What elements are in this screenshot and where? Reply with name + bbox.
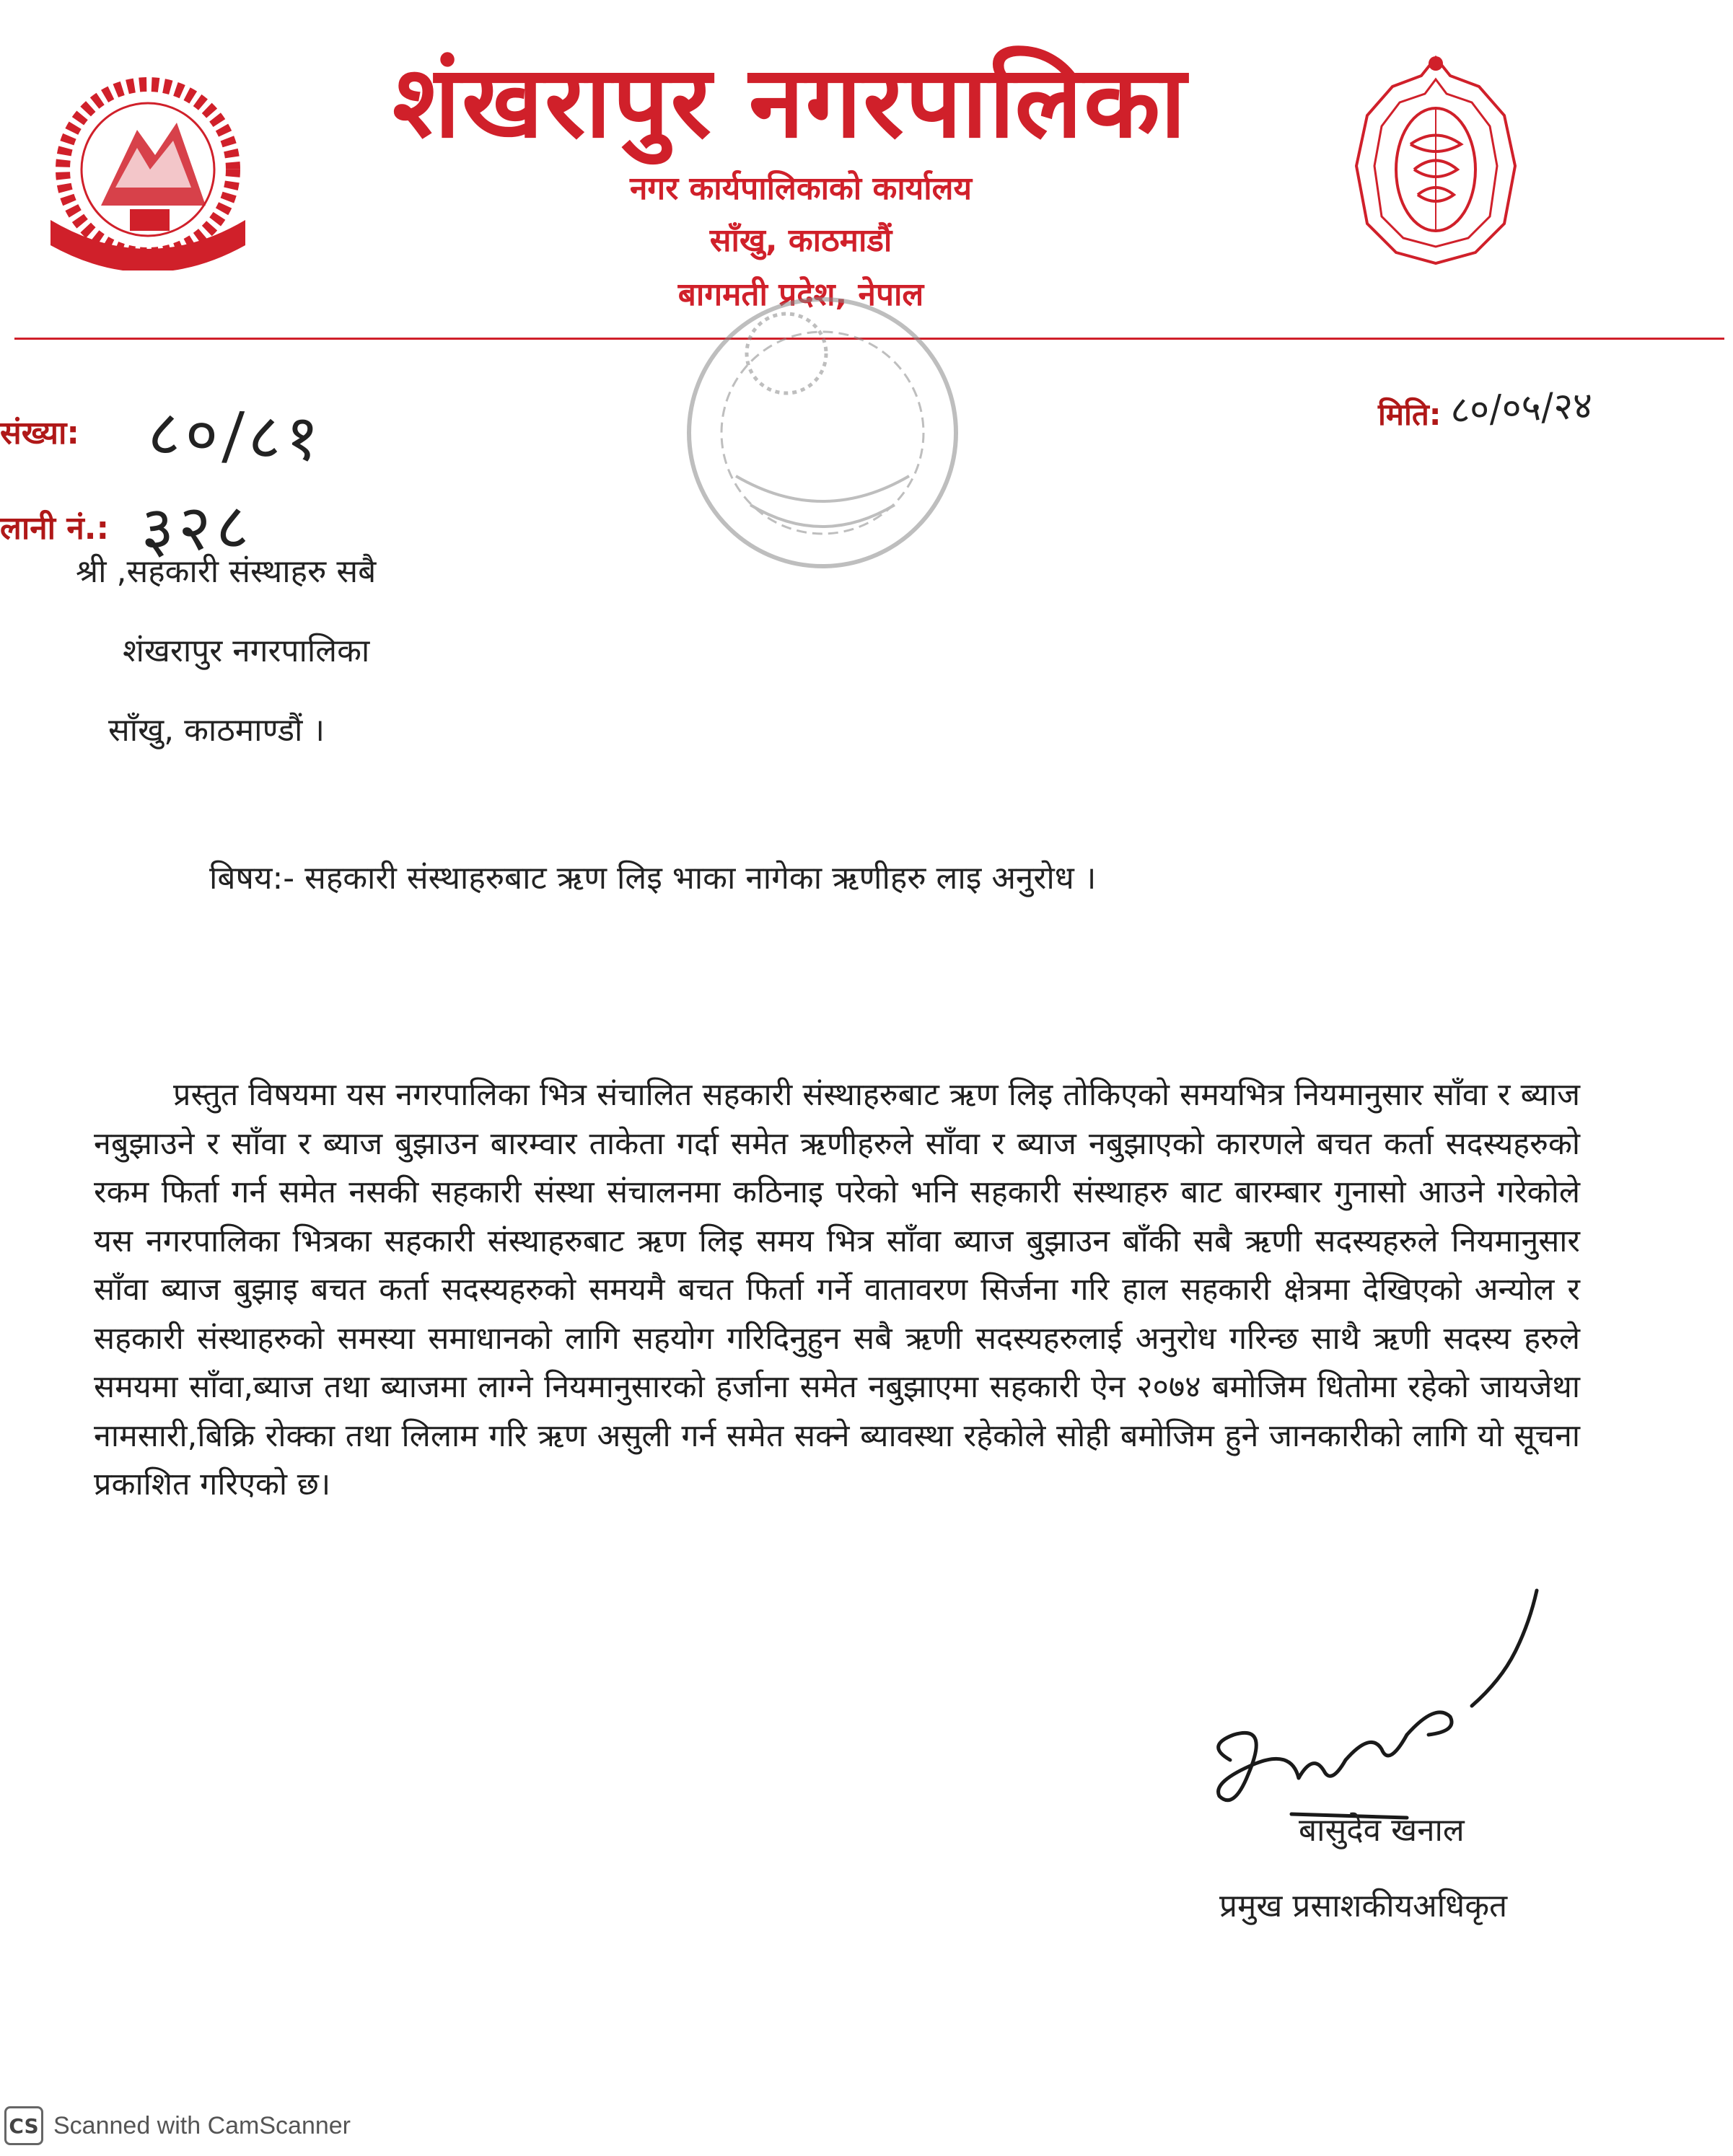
scanner-footer [0,2099,433,2152]
addressee-line-3: साँखु, काठमाण्डौं । [108,712,325,749]
addressee-line-1: श्री ,सहकारी संस्थाहरु सबै [76,553,377,590]
office-name: नगर कार्यपालिकाको कार्यालय [630,170,972,207]
date-label: मिति: [1378,397,1442,432]
scanner-footer-text: Scanned with CamScanner [53,2111,351,2139]
chalani-number-label: लानी नं.: [0,510,110,547]
chalani-number-value: ३२८ [139,488,255,567]
letter-body: प्रस्तुत विषयमा यस नगरपालिका भित्र संचालित सहकारी संस्थाहरुबाट ऋण लिइ तोकिएको समयभित्र नियमानुसार साँवा र ब्याज नबुझाउने र साँवा र ब्याज बुझाउन बारम्वार ताकेता गर्दा समेत ऋणीहरुले साँवा र ब्याज नबुझाएको कारणले बचत कर्ता सदस्यहरुको रकम फिर्ता गर्न समेत नसकी सहकारी संस्था संचालनमा कठिनाइ परेको भनि सहकारी संस्थाहरु बाट बारम्बार गुनासो आउने गरेकोले यस नगरपालिका भित्रका सहकारी संस्थाहरुबाट ऋण लिइ समय भित्र साँवा ब्याज बुझाउन बाँकी सबै ऋणी सदस्यहरुले नियमानुसार साँवा ब्याज बुझाइ बचत कर्ता सदस्यहरुको समयमै बचत फिर्ता गर्ने वातावरण सिर्जना गरि हाल सहकारी क्षेत्रमा देखिएको अन्योल र सहकारी संस्थाहरुको समस्या समाधानको लागि सहयोग गरिदिनुहुन सबै ऋणी सदस्यहरुलाई अनुरोध गरिन्छ साथै ऋणी सदस्य हरुले समयमा साँवा,ब्याज तथा ब्याजमा लाग्ने नियमानुसारको हर्जाना समेत नबुझाएमा सहकारी ऐन २०७४ बमोजिम धितोमा रहेको जायजेथा नामसारी,बिक्रि रोक्का तथा लिलाम गरि ऋण असुली गर्न समेत सक्ने ब्यावस्था रहेकोले सोही बमोजिम हुने जानकारीको लागि यो सूचना प्रकाशित गरिएको छ। [94,1077,1580,1502]
camscanner-icon: CS [4,2106,43,2145]
office-seal-stamp [671,289,974,577]
signatory-title: प्रमुख प्रसाशकीयअधिकृत [1219,1888,1508,1924]
municipality-title: शंखरापुर नगरपालिका [392,44,1188,160]
patra-sankhya-value: ८०/८१ [146,395,325,476]
letter-subject: बिषय:- सहकारी संस्थाहरुबाट ऋण लिइ भाका नागेका ऋणीहरु लाइ अनुरोध । [209,860,1097,897]
signatory-name: बासुदेव खनाल [1299,1812,1465,1849]
conch-shell-logo [1342,43,1530,274]
nepal-coat-of-arms-emblem [29,61,267,270]
handwritten-signature [1190,1580,1594,1839]
province-line: बागमती प्रदेश, नेपाल [677,276,924,313]
addressee-line-2: शंखरापुर नगरपालिका [123,633,370,669]
patra-sankhya-label: संख्या: [0,415,79,452]
office-address: साँखु, काठमाडौं [709,222,892,259]
date-value: ८०/०५/२४ [1449,384,1594,433]
